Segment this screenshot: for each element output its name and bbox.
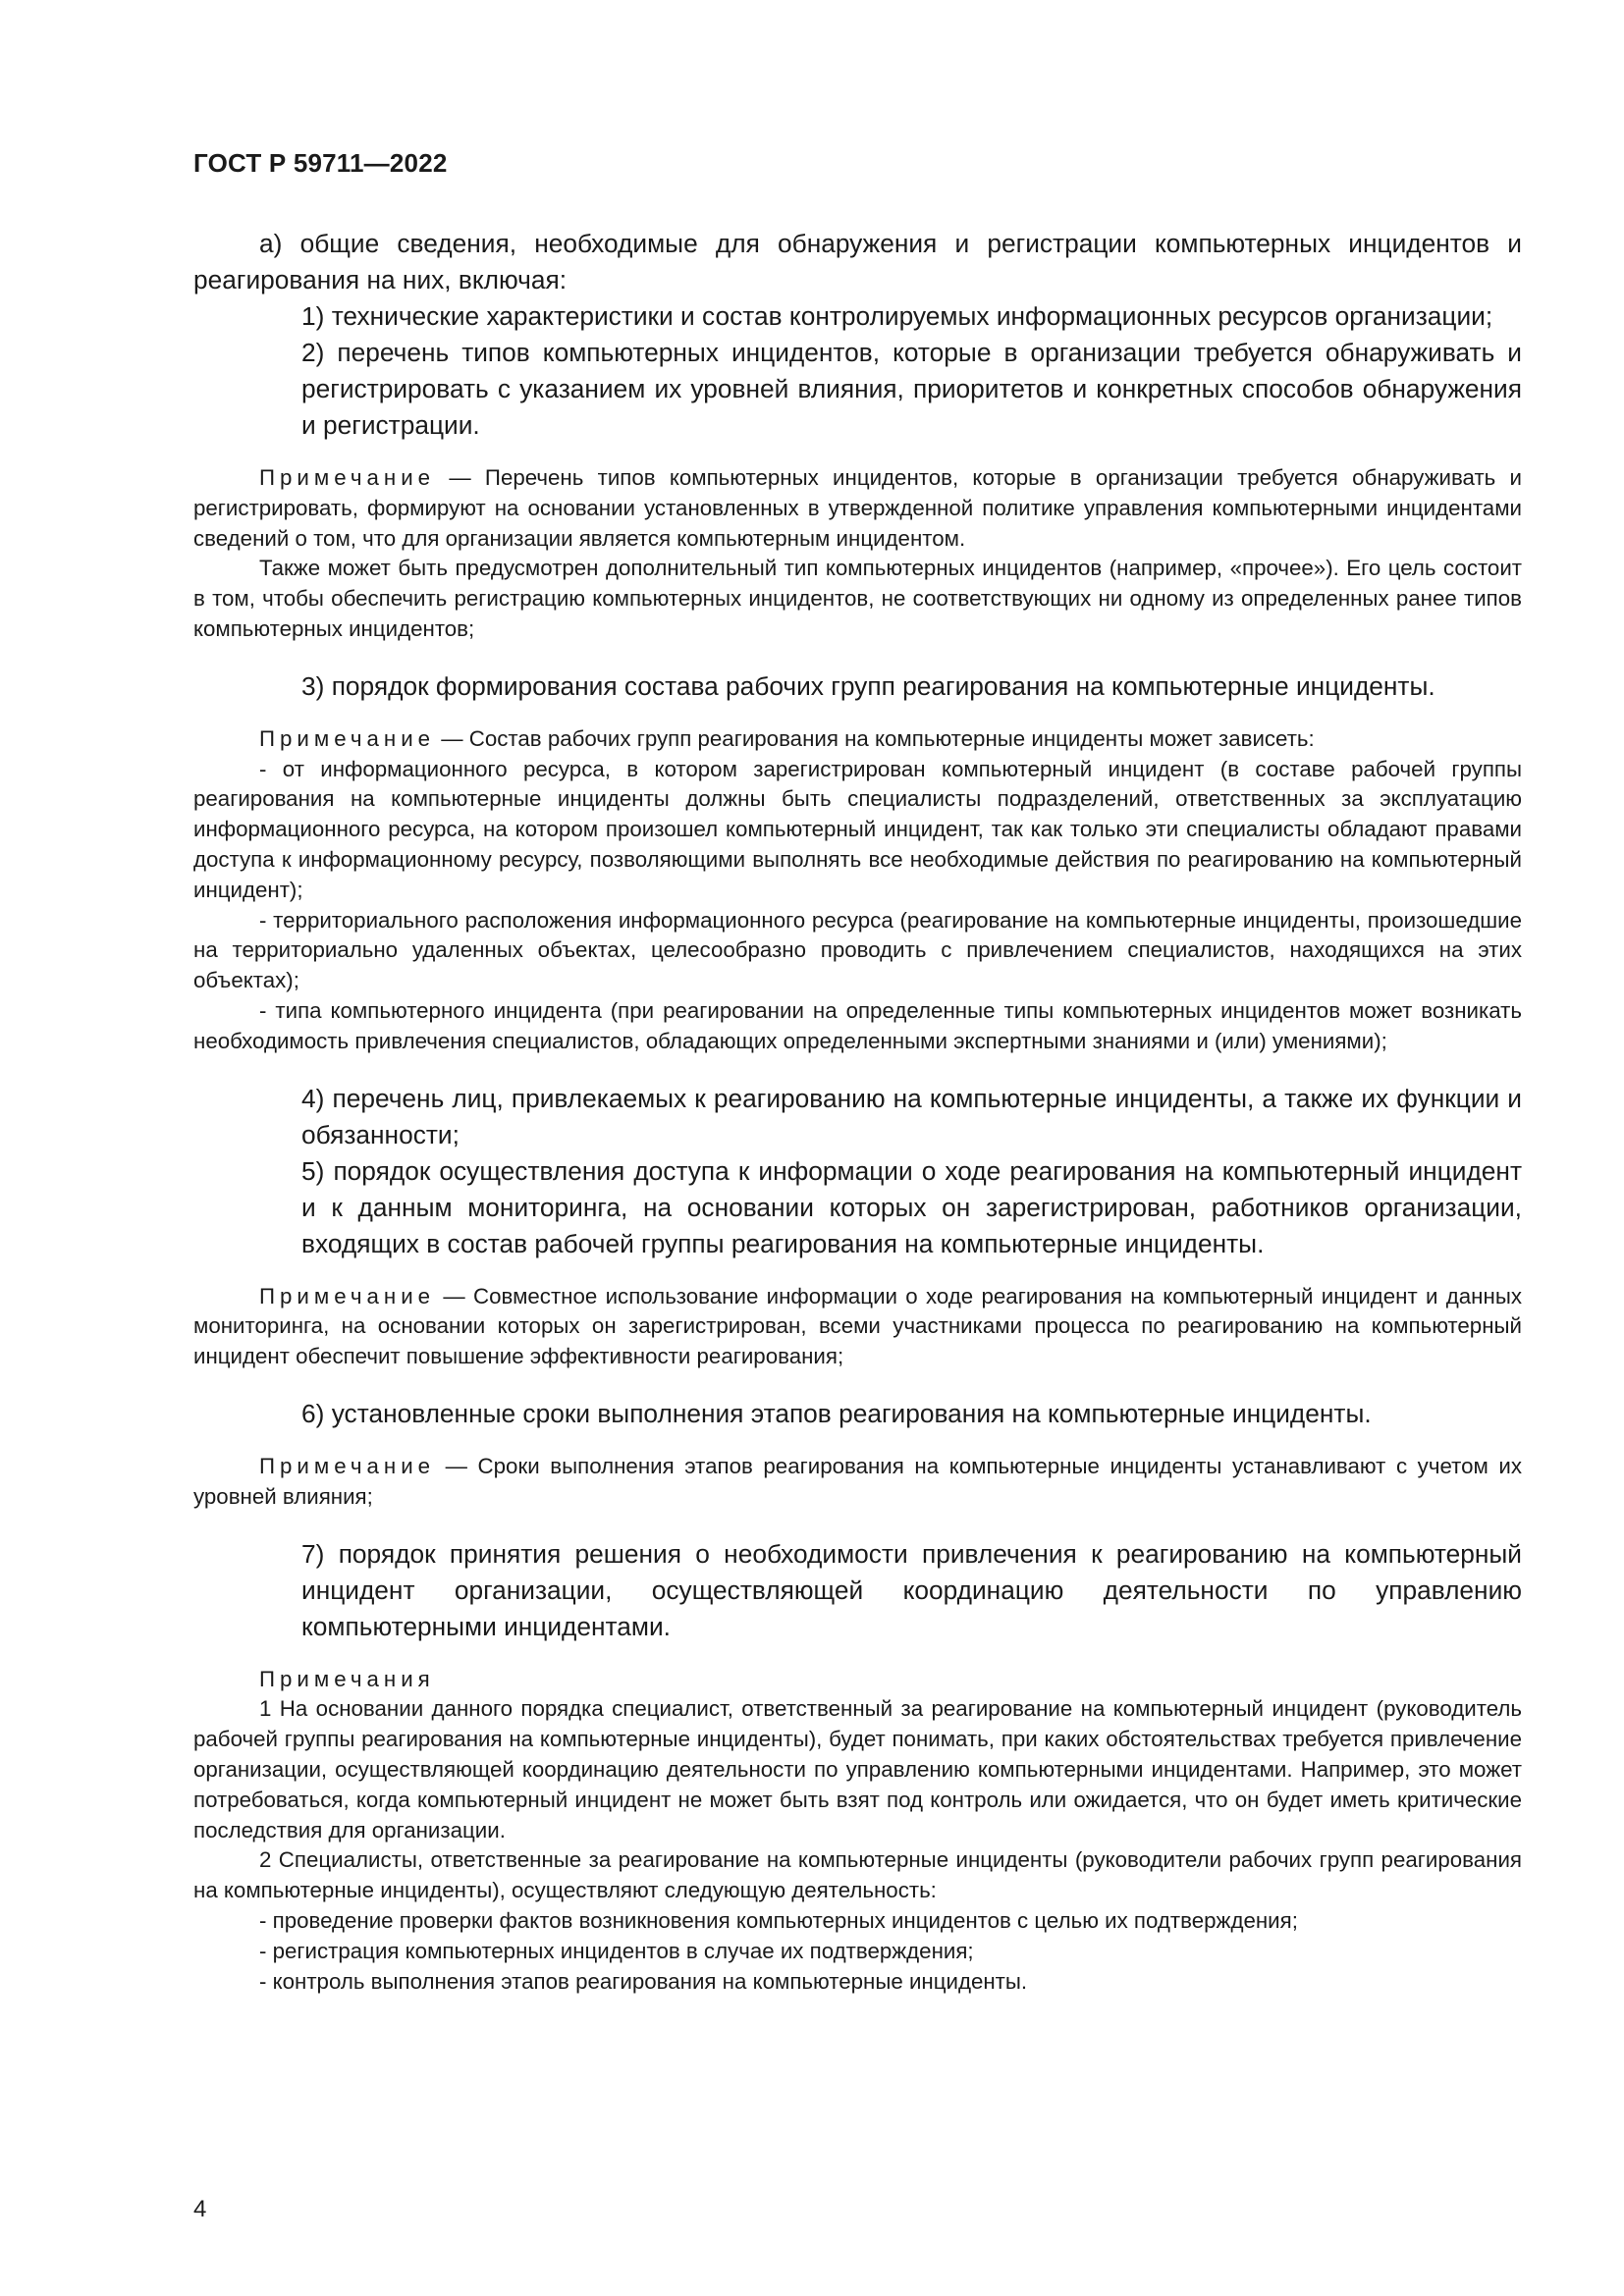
document-body <box>193 226 1522 1997</box>
note-dash: — <box>445 1453 467 1478</box>
note-label: Примечание <box>259 725 436 751</box>
list-item-7: 7) порядок принятия решения о необходимости привлечения к реагированию на компьютерный инцидент организации, осуществляющей координацию деятельности по управлению компьютерными инцидентами. <box>301 1538 1522 1641</box>
notes-item-2-bullet-2: - регистрация компьютерных инцидентов в случае их подтверждения; <box>259 1938 974 1963</box>
note-3 <box>193 1282 1522 1372</box>
note-text: Совместное использование информации о ходе реагирования на компьютерный инцидент и данных мониторинга, на основании которых он зарегистрирован, всеми участниками процесса по реагированию на компьютерный инцидент обеспечит повышение эффективности реагирования; <box>193 1283 1522 1369</box>
note-text: Сроки выполнения этапов реагирования на компьютерные инциденты устанавливают с учетом их уровней влияния; <box>193 1453 1522 1509</box>
notes-heading <box>193 1665 1522 1695</box>
note-dash: — <box>443 1283 465 1308</box>
paragraph-a: а) общие сведения, необходимые для обнаружения и регистрации компьютерных инцидентов и реагирования на них, включая: <box>193 229 1522 294</box>
document-header: ГОСТ Р 59711—2022 <box>193 148 448 178</box>
note-label: Примечание <box>259 1283 436 1308</box>
list-item-5: 5) порядок осуществления доступа к информации о ходе реагирования на компьютерный инцидент и к данным мониторинга, на основании которых он зарегистрирован, работников организации, входящих в состав рабочей группы реагирования на компьютерные инциденты. <box>301 1155 1522 1258</box>
list-item-1: 1) технические характеристики и состав контролируемых информационных ресурсов организации; <box>301 301 1493 331</box>
note-1-paragraph-2: Также может быть предусмотрен дополнительный тип компьютерных инцидентов (например, «прочее»). Его цель состоит в том, чтобы обеспечить регистрацию компьютерных инцидентов, не соответствующих ни одному из определенных ранее типов компьютерных инцидентов; <box>193 556 1522 641</box>
page-number: 4 <box>193 2196 207 2222</box>
notes-label: Примечания <box>259 1666 435 1691</box>
list-item-2: 2) перечень типов компьютерных инцидентов, которые в организации требуется обнаруживать и регистрировать с указанием их уровней влияния, приоритетов и конкретных способов обнаружения и регистрации. <box>301 338 1522 440</box>
note-2-bullet-1: - от информационного ресурса, в котором зарегистрирован компьютерный инцидент (в составе рабочей группы реагирования на компьютерные инциденты должны быть специалисты подразделений, ответственных за эксплуатацию информационного ресурса, на котором произошел компьютерный инцидент, так как только эти специалисты обладают правами доступа к информационному ресурсу, позволяющими выполнять все необходимые действия по реагированию на компьютерный инцидент); <box>193 756 1522 902</box>
note-2-bullet-3: - типа компьютерного инцидента (при реагировании на определенные типы компьютерных инцидентов может возникать необходимость привлечения специалистов, обладающих определенными экспертными знаниями и (или) умениями); <box>193 997 1522 1053</box>
notes-item-2-bullet-3: - контроль выполнения этапов реагирования на компьютерные инциденты. <box>259 1968 1028 1994</box>
notes-item-1: 1 На основании данного порядка специалист, ответственный за реагирование на компьютерный инцидент (руководитель рабочей группы реагирования на компьютерные инциденты), будет понимать, при каких обстоятельствах требуется привлечение организации, осуществляющей координацию деятельности по управлению компьютерными инцидентами. Например, это может потребоваться, когда компьютерный инцидент не может быть взят под контроль или ожидается, что он будет иметь критические последствия для организации. <box>193 1696 1522 1842</box>
note-dash: — <box>441 725 463 751</box>
note-text: Состав рабочих групп реагирования на компьютерные инциденты может зависеть: <box>468 725 1315 751</box>
notes-item-2: 2 Специалисты, ответственные за реагирование на компьютерные инциденты (руководители рабочих групп реагирования на компьютерные инциденты), осуществляют следующую деятельность: <box>193 1847 1522 1903</box>
list-item-4: 4) перечень лиц, привлекаемых к реагированию на компьютерные инциденты, а также их функции и обязанности; <box>301 1083 1522 1149</box>
list-item-6: 6) установленные сроки выполнения этапов реагирования на компьютерные инциденты. <box>301 1398 1372 1428</box>
note-2-bullet-2: - территориального расположения информационного ресурса (реагирование на компьютерные инциденты, произошедшие на территориально удаленных объектах, целесообразно проводить с привлечением специалистов, находящихся на этих объектах); <box>193 907 1522 993</box>
note-text: Перечень типов компьютерных инцидентов, которые в организации требуется обнаруживать и регистрировать, формируют на основании установленных в утвержденной политике управления компьютерными инцидентами сведений о том, что для организации является компьютерным инцидентом. <box>193 465 1523 551</box>
note-dash: — <box>449 465 471 490</box>
notes-item-2-bullet-1: - проведение проверки фактов возникновения компьютерных инцидентов с целью их подтверждения; <box>259 1907 1298 1933</box>
note-label: Примечание <box>259 1453 436 1478</box>
note-1 <box>193 463 1522 554</box>
list-item-3: 3) порядок формирования состава рабочих групп реагирования на компьютерные инциденты. <box>301 670 1435 701</box>
note-4 <box>193 1452 1522 1513</box>
note-2 <box>193 724 1522 755</box>
note-label: Примечание <box>259 465 436 490</box>
